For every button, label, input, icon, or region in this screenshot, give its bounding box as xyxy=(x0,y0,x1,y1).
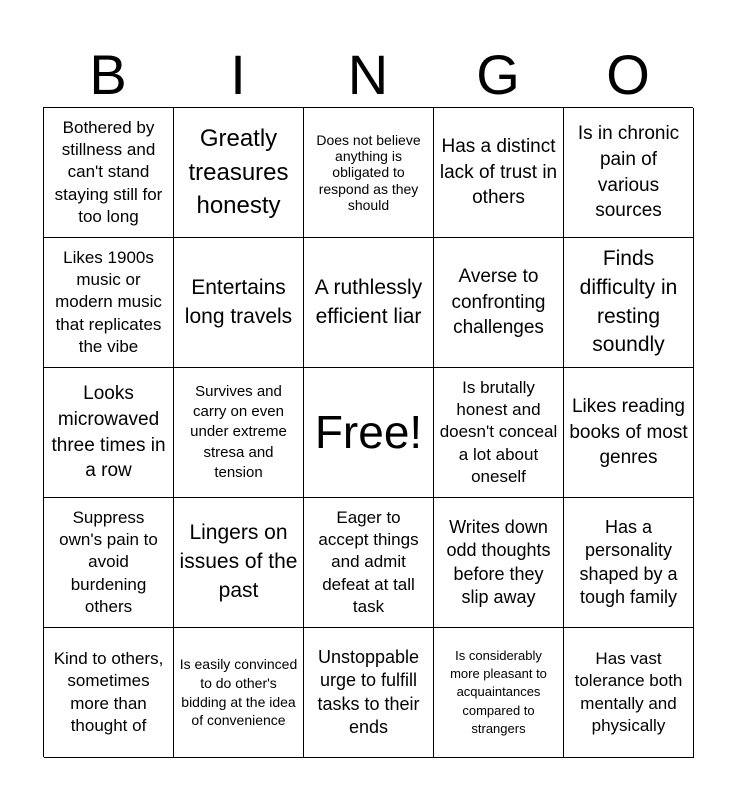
cell-text: Kind to others, sometimes more than thought of xyxy=(53,649,164,735)
bingo-cell-r5c3[interactable] xyxy=(304,628,434,758)
cell-text: Lingers on issues of the past xyxy=(179,521,298,602)
cell-text: Is considerably more pleasant to acquaintances compared to strangers xyxy=(450,648,547,736)
bingo-cell-r2c5[interactable] xyxy=(564,238,694,368)
cell-text: Does not believe anything is obligated to respond as they should xyxy=(316,132,421,213)
bingo-cell-r2c2[interactable] xyxy=(174,238,304,368)
cell-text: Likes reading books of most genres xyxy=(569,396,688,469)
bingo-cell-r2c3[interactable] xyxy=(304,238,434,368)
cell-text: Eager to accept things and admit defeat at tall task xyxy=(318,508,419,616)
bingo-cell-r5c2[interactable] xyxy=(174,628,304,758)
bingo-header xyxy=(43,44,693,106)
bingo-cell-r5c5[interactable] xyxy=(564,628,694,758)
bingo-cell-r3c1[interactable] xyxy=(44,368,174,498)
cell-text: Finds difficulty in resting soundly xyxy=(579,246,678,357)
bingo-cell-r1c1[interactable] xyxy=(44,108,174,238)
header-letter-g: G xyxy=(476,43,520,106)
bingo-cell-r4c4[interactable] xyxy=(434,498,564,628)
bingo-cell-r3c2[interactable] xyxy=(174,368,304,498)
cell-text: Looks microwaved three times in a row xyxy=(51,383,166,482)
cell-text: Is easily convinced to do other's bidding at the idea of convenience xyxy=(179,655,298,729)
cell-text: Writes down odd thoughts before they slip away xyxy=(446,516,551,607)
bingo-cell-r2c4[interactable] xyxy=(434,238,564,368)
bingo-cell-r5c1[interactable] xyxy=(44,628,174,758)
cell-text: Is in chronic pain of various sources xyxy=(577,123,680,222)
cell-text: Is brutally honest and doesn't conceal a lot about oneself xyxy=(439,378,558,486)
bingo-cell-r4c5[interactable] xyxy=(564,498,694,628)
header-letter-b: B xyxy=(89,43,127,106)
cell-text: Unstoppable urge to fulfill tasks to their ends xyxy=(317,646,420,737)
bingo-cell-r4c2[interactable] xyxy=(174,498,304,628)
cell-text: Has vast tolerance both mentally and physically xyxy=(574,649,683,735)
cell-text: Survives and carry on even under extreme stresa and tension xyxy=(190,382,287,481)
cell-text: Entertains long travels xyxy=(184,275,293,328)
bingo-cell-r1c2[interactable] xyxy=(174,108,304,238)
bingo-card xyxy=(43,107,693,757)
bingo-cell-r1c4[interactable] xyxy=(434,108,564,238)
header-letter-i: I xyxy=(230,43,246,106)
cell-text: Has a personality shaped by a tough family xyxy=(579,516,678,607)
cell-text: Greatly treasures honesty xyxy=(188,125,289,220)
free-space[interactable] xyxy=(304,368,434,498)
cell-text: Likes 1900s music or modern music that replicates the vibe xyxy=(55,248,162,356)
bingo-cell-r1c5[interactable] xyxy=(564,108,694,238)
cell-text: Averse to confronting challenges xyxy=(451,266,546,339)
bingo-cell-r4c3[interactable] xyxy=(304,498,434,628)
cell-text: A ruthlessly efficient liar xyxy=(314,275,423,328)
header-letter-n: N xyxy=(347,43,389,106)
bingo-cell-r3c5[interactable] xyxy=(564,368,694,498)
bingo-cell-r5c4[interactable] xyxy=(434,628,564,758)
bingo-cell-r1c3[interactable] xyxy=(304,108,434,238)
cell-text: Suppress own's pain to avoid burdening others xyxy=(59,508,158,616)
cell-text: Has a distinct lack of trust in others xyxy=(439,136,558,209)
free-space-label: Free! xyxy=(314,406,423,459)
bingo-cell-r3c4[interactable] xyxy=(434,368,564,498)
bingo-cell-r2c1[interactable] xyxy=(44,238,174,368)
cell-text: Bothered by stillness and can't stand staying still for too long xyxy=(54,118,163,226)
header-letter-o: O xyxy=(606,43,650,106)
bingo-cell-r4c1[interactable] xyxy=(44,498,174,628)
